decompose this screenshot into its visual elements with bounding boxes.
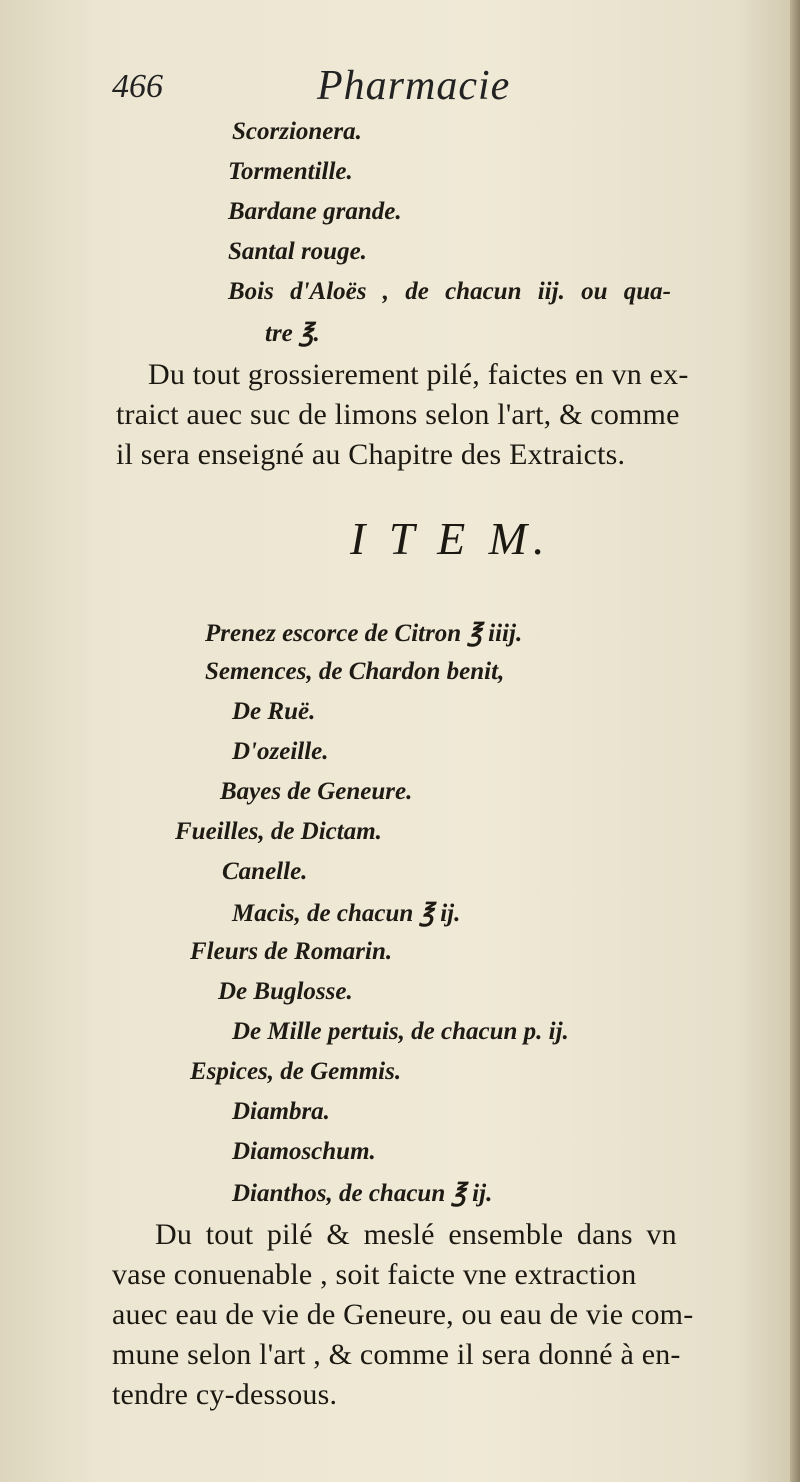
ingredient-line: Bois d'Aloës , de chacun iij. ou qua- [228, 278, 671, 305]
ingredient-line: De Buglosse. [218, 978, 353, 1005]
ingredient-line: Fueilles, de Dictam. [175, 818, 382, 845]
ingredient-line: Espices, de Gemmis. [190, 1058, 402, 1085]
ingredient-line: De Mille pertuis, de chacun p. ij. [232, 1018, 569, 1045]
running-head: Pharmacie [317, 63, 511, 109]
paragraph-line: il sera enseigné au Chapitre des Extraicts. [116, 438, 626, 471]
ingredient-line: Prenez escorce de Citron ℥ iiij. [205, 620, 523, 647]
ingredient-line: tre ℥. [265, 320, 320, 347]
paragraph-line: tendre cy-dessous. [112, 1378, 338, 1411]
ingredient-line: De Ruë. [232, 698, 316, 725]
paragraph-line: mune selon l'art , & comme il sera donné à en- [112, 1338, 681, 1371]
paragraph-line: auec eau de vie de Geneure, ou eau de vie com- [112, 1298, 694, 1331]
ingredient-line: Bayes de Geneure. [220, 778, 413, 805]
ingredient-line: Dianthos, de chacun ℥ ij. [232, 1180, 493, 1207]
section-title: I T E M. [350, 513, 551, 564]
ingredient-line: D'ozeille. [232, 738, 329, 765]
paragraph-line: vase conuenable , soit faicte vne extraction [112, 1258, 637, 1291]
paragraph-line: Du tout grossierement pilé, faictes en vn ex- [148, 358, 689, 391]
ingredient-line: Tormentille. [228, 158, 353, 185]
ingredient-line: Semences, de Chardon benit, [205, 658, 505, 685]
ingredient-line: Diambra. [232, 1098, 330, 1125]
ingredient-line: Santal rouge. [228, 238, 367, 265]
ingredient-line: Canelle. [222, 858, 308, 885]
page-header [112, 62, 752, 112]
ingredient-line: Scorzionera. [232, 118, 362, 145]
page-edge-shadow [790, 0, 800, 1482]
ingredient-line: Diamoschum. [232, 1138, 376, 1165]
page-number: 466 [112, 68, 163, 105]
ingredient-line: Fleurs de Romarin. [190, 938, 393, 965]
paragraph-line: Du tout pilé & meslé ensemble dans vn [155, 1218, 677, 1251]
paragraph-line: traict auec suc de limons selon l'art, & comme [116, 398, 680, 431]
ingredient-line: Macis, de chacun ℥ ij. [232, 900, 461, 927]
ingredient-line: Bardane grande. [228, 198, 402, 225]
